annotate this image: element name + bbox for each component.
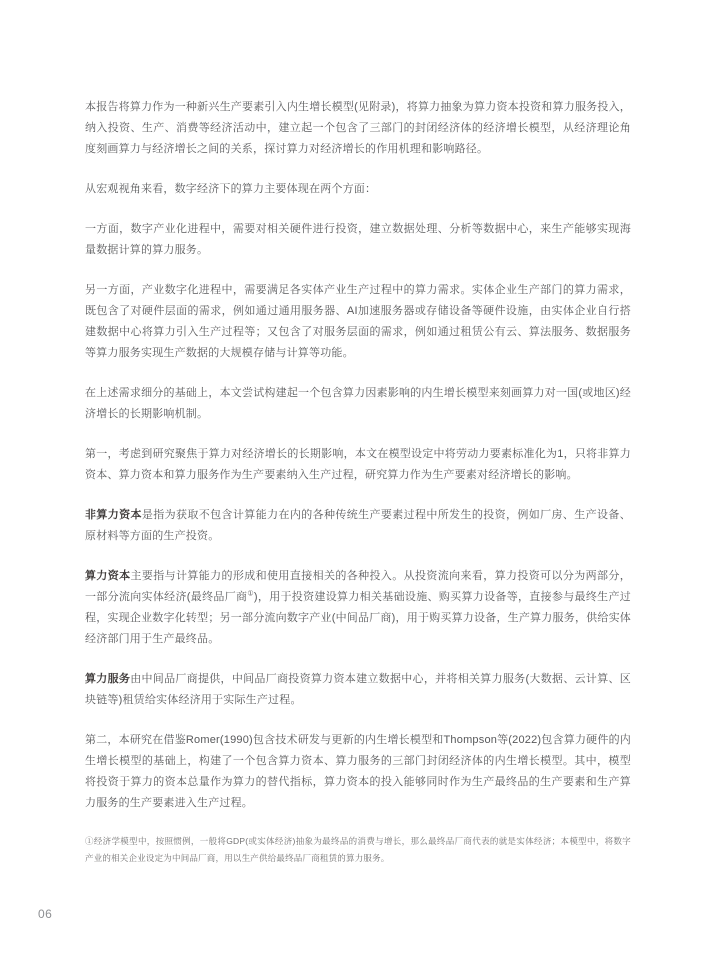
key-term: 算力资本 xyxy=(85,570,131,582)
key-term: 算力服务 xyxy=(85,673,131,685)
text-run: 主要指与计算能力的形成和使用直接相关的各种投入。从投资流向来看，算力投资可以分为两部分，一部分流向实体经济(最终品厂商 xyxy=(85,570,631,603)
text-run: 从宏观视角来看，数字经济下的算力主要体现在两个方面： xyxy=(85,183,377,195)
paragraph xyxy=(85,97,631,160)
text-run: 第一，考虑到研究聚焦于算力对经济增长的长期影响，本文在模型设定中将劳动力要素标准化为1，只将非算力资本、算力资本和算力服务作为生产要素纳入生产过程，研究算力作为生产要素对经济增长的影响。 xyxy=(85,448,631,481)
text-run: )，用于投资建设算力相关基础设施、购买算力设备等，直接参与最终生产过程，实现企业数字化转型；另一部分流向数字产业(中间品厂商)，用于购买算力设备，生产算力服务，供给实体经济部门用于生产最终品。 xyxy=(85,591,631,645)
text-run: 是指为获取不包含计算能力在内的各种传统生产要素过程中所发生的投资，例如厂房、生产设备、原材料等方面的生产投资。 xyxy=(85,509,632,542)
body-text xyxy=(85,97,631,867)
paragraph xyxy=(85,179,631,200)
text-run: 一方面，数字产业化进程中，需要对相关硬件进行投资，建立数据处理、分析等数据中心，来生产能够实现海量数据计算的算力服务。 xyxy=(85,223,631,256)
paragraph xyxy=(85,566,631,650)
footnote xyxy=(85,833,631,867)
key-term: 非算力资本 xyxy=(85,509,142,521)
paragraph xyxy=(85,444,631,486)
footnote-marker: ① xyxy=(85,836,94,846)
text-run: 第二，本研究在借鉴Romer(1990)包含技术研发与更新的内生增长模型和Thompson等(2022)包含算力硬件的内生增长模型的基础上，构建了一个包含算力资本、算力服务的三部门封闭经济体的内生增长模型。其中，模型将投资于算力的资本总量作为算力的替代指标，算力资本的投入能够同时作为生产最终品的生产要素和生产算力服务的生产要素进入生产过程。 xyxy=(85,734,631,809)
text-run: 另一方面，产业数字化进程中，需要满足各实体产业生产过程中的算力需求。实体企业生产部门的算力需求，既包含了对硬件层面的需求，例如通过通用服务器、AI加速服务器或存储设备等硬件设施，由实体企业自行搭建数据中心将算力引入生产过程等；又包含了对服务层面的需求，例如通过租赁公有云、算法服务、数据服务等算力服务实现生产数据的大规模存储与计算等功能。 xyxy=(85,284,631,359)
footnote-ref: ① xyxy=(247,590,254,598)
paragraph xyxy=(85,383,631,425)
text-run: 本报告将算力作为一种新兴生产要素引入内生增长模型(见附录)，将算力抽象为算力资本投资和算力服务投入，纳入投资、生产、消费等经济活动中，建立起一个包含了三部门的封闭经济体的经济增长模型，从经济理论角度刻画算力与经济增长之间的关系，探讨算力对经济增长的作用机理和影响路径。 xyxy=(85,101,631,155)
text-run: 在上述需求细分的基础上，本文尝试构建起一个包含算力因素影响的内生增长模型来刻画算力对一国(或地区)经济增长的长期影响机制。 xyxy=(85,387,631,420)
paragraph xyxy=(85,280,631,364)
paragraph xyxy=(85,505,631,547)
text-run: 由中间品厂商提供，中间品厂商投资算力资本建立数据中心，并将相关算力服务(大数据、云计算、区块链等)租赁给实体经济用于实际生产过程。 xyxy=(85,673,631,706)
paragraph xyxy=(85,730,631,814)
paragraph xyxy=(85,219,631,261)
footnote-text: 经济学模型中，按照惯例，一般将GDP(或实体经济)抽象为最终品的消费与增长，那么最终品厂商代表的就是实体经济；本模型中，将数字产业的相关企业设定为中间品厂商，用以生产供给最终品厂商租赁的算力服务。 xyxy=(85,836,631,863)
paragraph xyxy=(85,669,631,711)
page-number: 06 xyxy=(38,907,53,921)
